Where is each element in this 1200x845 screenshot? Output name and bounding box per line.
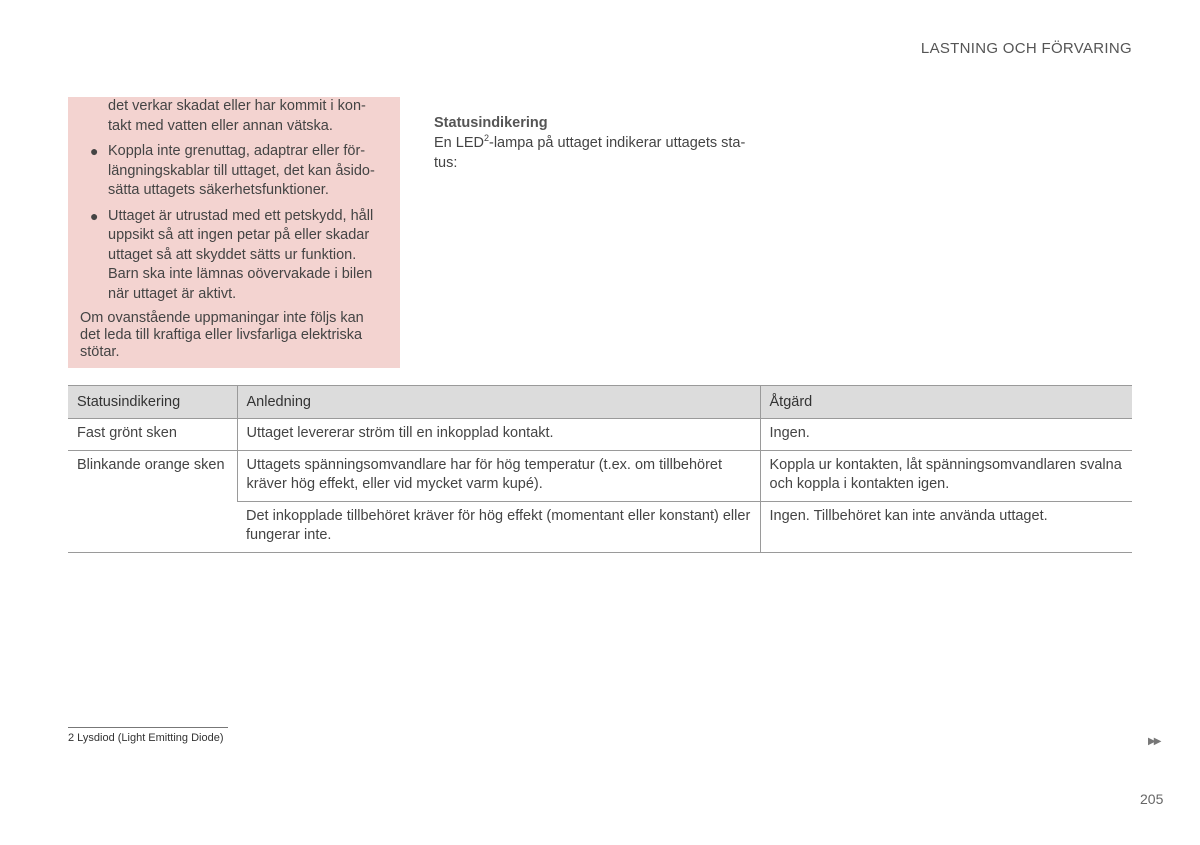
bullet-line: uttaget så att skyddet sätts ur funktion.	[108, 246, 357, 263]
warning-bullet	[80, 207, 388, 305]
warning-continued-line: det verkar skadat eller har kommit i kon-	[108, 98, 366, 114]
page-number: 205	[1140, 791, 1164, 807]
section-heading: Statusindikering	[434, 115, 548, 131]
section-body	[434, 133, 774, 153]
column-header-reason: Anledning	[237, 386, 760, 419]
bullet-line: Koppla inte grenuttag, adaptrar eller för-	[108, 143, 366, 159]
bullet-dot-icon: ●	[90, 143, 99, 159]
table-header-row	[68, 386, 1132, 419]
action-cell: Koppla ur kontakten, låt spänningsomvandlaren svalna och koppla i kontakten igen.	[760, 450, 1132, 501]
action-cell: Ingen.	[760, 419, 1132, 451]
bullet-line: Uttaget är utrustad med ett petskydd, håll	[108, 207, 374, 224]
status-cell: Fast grönt sken	[68, 419, 237, 451]
double-arrow-continue-icon[interactable]: ▶▶	[1148, 736, 1160, 747]
bullet-line: uppsikt så att ingen petar på eller skadar	[108, 227, 370, 243]
column-header-action: Åtgärd	[760, 386, 1132, 419]
status-section	[434, 113, 774, 173]
closing-line: det leda till kraftiga eller livsfarliga elektriska	[80, 327, 363, 343]
footnote-reference[interactable]: 2	[483, 133, 489, 144]
bullet-line: när uttaget är aktivt.	[108, 285, 237, 302]
reason-cell: Uttagets spänningsomvandlare har för hög temperatur (t.ex. om tillbehöret kräver hög effekt, eller vid mycket varm kupé).	[237, 450, 760, 501]
bullet-line: Barn ska inte lämnas oövervakade i bilen	[108, 266, 373, 282]
reason-cell: Uttaget levererar ström till en inkopplad kontakt.	[237, 419, 760, 451]
section-body-line: tus:	[434, 155, 458, 171]
closing-line: stötar.	[80, 344, 120, 360]
bullet-dot-icon: ●	[90, 207, 99, 224]
action-cell: Ingen. Tillbehöret kan inte använda uttaget.	[760, 501, 1132, 552]
reason-cell: Det inkopplade tillbehöret kräver för hög effekt (momentant eller konstant) eller fungerar inte.	[237, 501, 760, 552]
body-text: En LED	[434, 135, 484, 151]
footnote-divider	[68, 727, 228, 728]
body-text: -lampa på uttaget indikerar uttagets sta-	[489, 135, 746, 151]
chapter-title: LASTNING OCH FÖRVARING	[920, 40, 1132, 57]
warning-bullet	[80, 142, 388, 201]
table-row	[68, 419, 1132, 451]
footnote: 2 Lysdiod (Light Emitting Diode)	[68, 732, 224, 744]
status-cell: Blinkande orange sken	[68, 450, 237, 552]
status-table	[68, 385, 1132, 553]
warning-continued-line: takt med vatten eller annan vätska.	[108, 117, 333, 134]
table-row	[68, 450, 1132, 501]
closing-line: Om ovanstående uppmaningar inte följs kan	[80, 310, 364, 326]
bullet-line: längningskablar till uttaget, det kan åsido-	[108, 162, 375, 179]
column-header-status: Statusindikering	[68, 386, 237, 419]
warning-closing-text	[80, 310, 388, 361]
warning-box	[68, 97, 400, 368]
bullet-line: sätta uttagets säkerhetsfunktioner.	[108, 182, 329, 198]
